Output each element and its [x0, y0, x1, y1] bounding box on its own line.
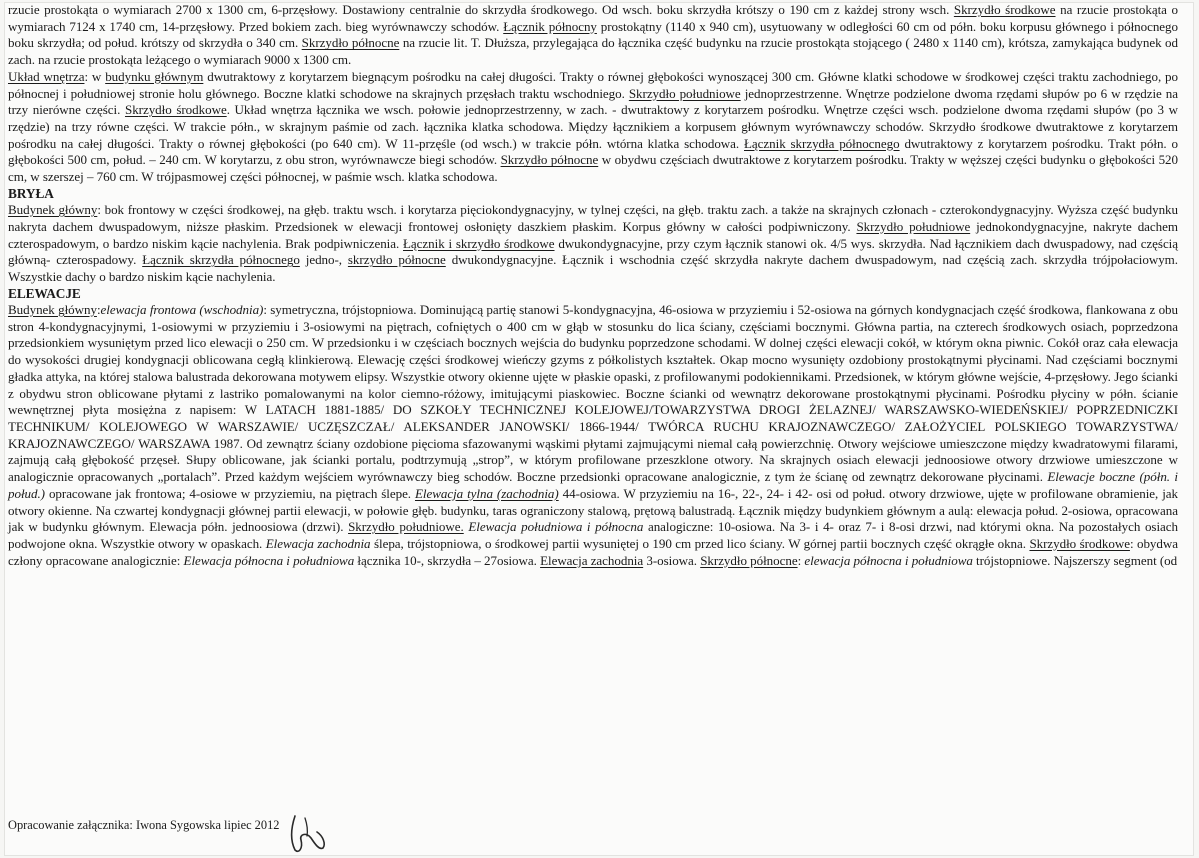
term-skrzydlo-polnocne: Skrzydło północne [700, 552, 798, 568]
term-elewacja-zachodnia: Elewacja zachodnia [540, 552, 644, 568]
text-run: ślepa, trójstopniowa, o środkowej partii wysuniętej o 190 cm przed lico ściany. W górnej partii bocznych część okrągłe okna. [370, 535, 1030, 551]
term-skrzydlo-polnocne: Skrzydło północne [301, 35, 400, 51]
document-body [4, 2, 1184, 569]
text-run: jednoprzestrzenne. Wnętrze podzielone dwoma rzędami słupów po 6 w rzędzie na trzy nierówne części. [8, 85, 1178, 118]
term-lacznik-polnocny: Łącznik północny [503, 18, 597, 34]
term-elewacja-polnocna-i-poludniowa: elewacja północna i południowa [804, 552, 973, 568]
term-skrzydlo-polnocne: Skrzydło północne [500, 152, 599, 168]
term-elewacja-frontowa: elewacja frontowa (wschodnia) [100, 302, 264, 318]
text-run: : [96, 302, 101, 318]
text-run: łącznika 10-, skrzydła – 27osiowa. [354, 552, 541, 568]
term-budynek-glowny: Budynek główny [8, 302, 97, 318]
text-run: : symetryczna, trójstopniowa. Dominującą partię stanowi 5-kondygnacyjna, 46-osiowa w przyziemiu i 52-osiowa na górnych kondygnacjach część środkowa, flankowana z obu stron 4-kondygnacyjnymi, 1-osiowymi w przyziemiu i 3-osiowymi na piętrach, cofniętych o 400 cm w głąb w stosunku do lica ściany, częściami bocznymi. Główna partia, na czterech środkowych osiach, poprzedzona przedsionkiem wysuniętym przed lico elewacji o 250 cm. W przedsionku i w częściach bocznych wejścia do budynku poprzedzone schodami. W dolnej części elewacji cokół, w którym okna piwnic. Cokół oraz cała elewacja do wysokości drugiej kondygnacji oblicowana cegłą klinkierową. Elewację części środkowej wieńczy gzyms z półkolistych kształtek. Okap mocno wysunięty ozdobiony prostokątnymi płycinami. Nad częściami bocznymi gładka attyka, na której stalowa balustrada dekorowana motywem elipsy. Wszystkie otwory okienne ujęte w płaskie opaski, z profilowanymi podokiennikami. Przedsionek, w którym główne wejście, 4-przęsłowy. Jego ścianki z obydwu stron oblicowane płytami z lastriko pomalowanymi na kolor ciemno-różowy, imitującymi piaskowiec. Boczne ścianki od wewnątrz dekorowane prostokątnymi płycinami. Pośrodku płyciny w półn. ścianie wewnętrznej płyta mosiężna z napisem: W LATACH 1881-1885/ DO SZKOŁY TECHNICZNEJ KOLEJOWEJ/TOWARZYSTWA DROGI ŻELAZNEJ/ WARSZAWSKO-WIEDEŃSKIEJ/ POPRZEDNICZKI TECHNIKUM/ KOLEJOWEGO W WARSZAWIE/ UCZĘSZCZAŁ/ ALEKSANDER JANOWSKI/ 1866-1944/ TWÓRCA RUCHU KRAJOZNAWCZEGO/ ZAŁOŻYCIEL POLSKIEGO TOWARZYSTWA/ KRAJOZNAWCZEGO/ WARSZAWA 1987. Od zewnątrz ściany ozdobione pięcioma sfazowanymi wąskimi płytami zajmującymi niemal całą powierzchnię. Otwory wejściowe umieszczone między kwadratowymi filarami, zajmują całą głębokość przęseł. Słupy oblicowane, jak ścianki portalu, podtrzymują „strop”, w którym profilowane przeszklone otwory. Na skrajnych osiach elewacji jednoosiowe otwory drzwiowe umieszczone w analogicznie opracowanych „portalach”. Przed każdym wejściem wyrównawczy bieg schodów. Boczne przedsionki opracowane analogicznie, z tym że ścianę od zewnątrz dekorowane płycinami. [8, 302, 1178, 485]
text-run: 44-osiowa. W przyziemiu na 16-, 22-, 24- i 42- osi od połud. otwory drzwiowe, ujęte w profilowane obramienie, jak otwory okienne. Na czwartej kondygnacji głównej partii elewacji, w połowie głęb. budynku, taras ograniczony stalową, prętową balustradą. Łącznik między budynkiem głównym a aulą: elewacja połud. 2-osiowa, opracowana jak w budynku głównym. Elewacja półn. jednoosiowa (drzwi). [8, 485, 1178, 535]
text-run: analogiczne: 10-osiowa. Na 3- i 4- oraz 7- i 8-osi drzwi, nad którymi okna. Na pozostałych osiach podwojone okna. Wszystkie otwory w opaskach. [8, 519, 1178, 551]
text-run: dwutraktowy z korytarzem biegnącym pośrodku na całej długości. Trakty o równej głębokości wynoszącej 300 cm. Główne klatki schodowe w środkowej części traktu zachodniego, po północnej i południowej stronie holu głównego. Boczne klatki schodowe na skrajnych przęsłach traktu wschodniego. [8, 68, 1178, 101]
term-budynek-glowny: Budynek główny [8, 202, 98, 218]
text-run: jednokondygnacyjne, nakryte dachem czterospadowym, o bardzo niskim kącie nachylenia. Brak podpiwniczenia. [8, 218, 1178, 251]
term-uklad-wnetrza: Układ wnętrza [8, 68, 85, 84]
term-lacznik-skrzydla-polnocnego: Łącznik skrzydła północnego [142, 252, 300, 268]
footer-credit: Opracowanie załącznika: Iwona Sygowska lipiec 2012 [8, 818, 280, 832]
text-run: dwukondygnacyjne, przy czym łącznik stanowi ok. 4/5 wys. skrzydła. Nad łącznikiem dach dwuspadowy, nad częścią główną- czterospadowy. [8, 235, 1178, 268]
text-run: dwutraktowy z korytarzem pośrodku. Trakt półn. o głębokości 500 cm, połud. – 240 cm. W korytarzu, z obu stron, wyrównawcze biegi schodów. [8, 135, 1178, 168]
term-elewacja-tylna: Elewacja tylna (zachodnia) [414, 485, 559, 501]
text-run: : w [84, 68, 106, 84]
term-skrzydlo-poludniowe: Skrzydło południowe. [348, 519, 464, 535]
term-lacznik-skrzydla-polnocnego: Łącznik skrzydła północnego [744, 135, 900, 151]
text-run: trójstopniowe. Najszerszy segment (od [972, 552, 1178, 568]
term-skrzydlo-srodkowe: Skrzydło środkowe [124, 102, 227, 118]
paragraph-massing [8, 202, 1178, 286]
text-run: rzucie prostokąta o wymiarach 2700 x 1300 cm, 6-przęsłowy. Dostawiony centralnie do skrzydła środkowego. Od wsch. boku skrzydła krótszy o 190 cm z każdej strony wsch. [8, 2, 954, 17]
term-skrzydlo-srodkowe: Skrzydło środkowe [953, 2, 1056, 17]
text-run: na rzucie prostokąta o wymiarach 7124 x 1740 cm, 14-przęsłowy. Przed bokiem zach. bieg wyrównawczy schodów. [8, 2, 1178, 34]
text-run: 3-osiowa. [643, 552, 701, 568]
term-skrzydlo-srodkowe: Skrzydło środkowe [1029, 535, 1130, 551]
text-run: jedno-, [299, 252, 348, 268]
term-elewacje-boczne: Elewacje boczne (półn. i połud.) [8, 469, 1178, 501]
text-run: na rzucie lit. T. Dłuższa, przylegająca do łącznika część budynku na rzucie prostokąta stojącego ( 2480 x 1140 cm), krótsza, zamykająca budynek od zach. na rzucie prostokąta leżącego o wymiarach 9000 x 1300 cm. [8, 35, 1178, 68]
text-run: . Układ wnętrza łącznika we wsch. połowie jednoprzestrzenny, w zach. - dwutraktowy z korytarzem pośrodku. Wnętrze części wsch. podzielone dwoma rzędami słupów (po 3 w rzędzie) na trzy równe części. W trakcie półn., w skrajnym paśmie od zach. łącznika klatka schodowa. Między łącznikiem a korpusem głównym wyrównawczy schodów. Skrzydło środkowe dwutraktowe z korytarzem pośrodku na całej długości. Trakty o równej głębokości (po 640 cm). W 11-przęśle (od wsch.) w trakcie półn. wtórna klatka schodowa. [8, 102, 1178, 151]
term-budynek-glowny: budynku głównym [105, 68, 204, 84]
paragraph-interior-layout [8, 69, 1178, 186]
paragraph-elevations [8, 302, 1178, 569]
term-elewacja-zachodnia: Elewacja zachodnia [265, 535, 371, 551]
term-elewacja-poludniowa-i-polnocna: Elewacja południowa i północna [463, 519, 644, 535]
term-skrzydlo-polnocne: skrzydło północne [347, 252, 446, 268]
text-run: prostokątny (1140 x 940 cm), usytuowany w odległości 60 cm od półn. boku korpusu głównego i północnego boku skrzydła; od połud. krótszy od skrzydła o 340 cm. [8, 18, 1178, 51]
text-run: : obydwa człony opracowane analogicznie: [8, 535, 1178, 568]
text-run: w obydwu częściach dwutraktowe z korytarzem pośrodku. Trakty w węższej części budynku o głębokości 520 cm, w szerszej – 760 cm. W trójpasmowej części północnej, w paśmie wsch. klatka schodowa. [8, 152, 1178, 185]
text-run: : bok frontowy w części środkowej, na głęb. traktu wsch. i korytarza pięciokondygnacyjny, w tylnej części, na głęb. traktu zach. a także na skrajnych członach - czterokondygnacyjny. Wyższa część budynku nakryta dachem dwuspadowym, niższe płaskim. Przedsionek w elewacji frontowej osłonięty daszkiem płaskim. Korpus główny w całości podpiwniczony. [8, 202, 1178, 234]
term-skrzydlo-poludniowe: Skrzydło południowe [628, 85, 741, 101]
term-skrzydlo-poludniowe: Skrzydło południowe [856, 218, 971, 234]
section-heading-elewacje: ELEWACJE [8, 285, 81, 301]
section-heading-bryla: BRYŁA [8, 185, 54, 201]
document-page [4, 2, 1194, 856]
text-run: dwukondygnacyjne. Łącznik i wschodnia część skrzydła nakryte dachem dwuspadowym, nad częścią zach. skrzydła trójpołaciowym. Wszystkie dachy o bardzo niskim kącie nachylenia. [8, 252, 1178, 284]
paragraph-dimensions [8, 2, 1178, 69]
text-run: : [797, 552, 805, 568]
handwritten-signature [287, 810, 327, 854]
text-run: opracowane jak frontowa; 4-osiowe w przyziemiu, na piętrach ślepe. [44, 485, 415, 501]
term-lacznik-i-skrzydlo-srodkowe: Łącznik i skrzydło środkowe [403, 235, 555, 251]
term-elewacja-polnocna-i-poludniowa: Elewacja północna i południowa [183, 552, 355, 568]
